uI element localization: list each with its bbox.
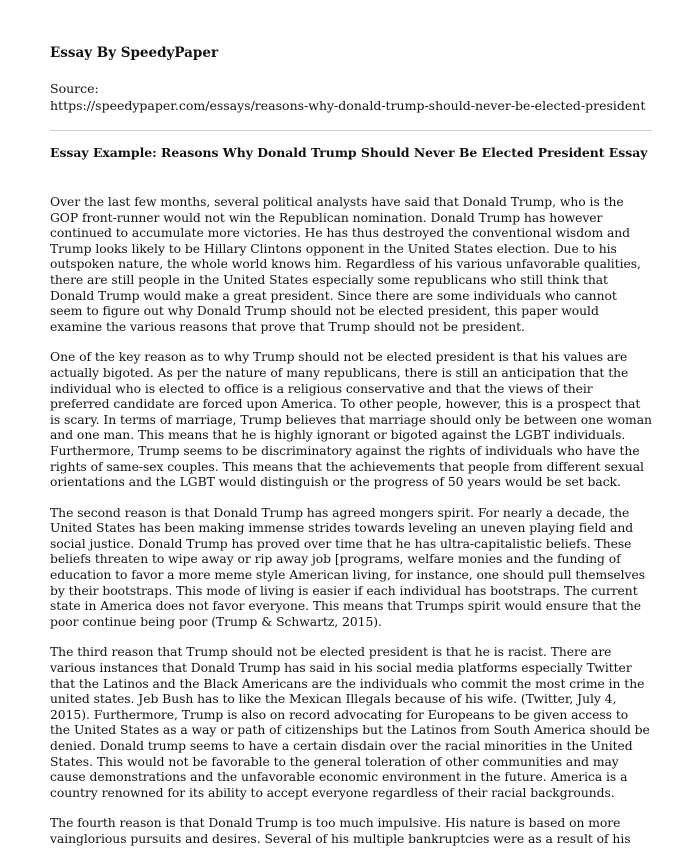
essay-body — [50, 195, 652, 848]
source-label: Source: — [50, 81, 99, 96]
paragraph-2: One of the key reason as to why Trump should not be elected president is that his values are actually bigoted. As per the nature of many republicans, there is still an anticipation that the individual who is elected to office is a religious conservative and that the views of their preferred candidate are forced upon America. To other people, however, this is a prospect that is scary. In terms of marriage, Trump believes that marriage should only be between one woman and one man. This means that he is highly ignorant or bigoted against the LGBT individuals. Furthermore, Trump seems to be discriminatory against the rights of individuals who have the rights of same-sex couples. This means that the achievements that people from different sexual orientations and the LGBT would distinguish or the progress of 50 years would be set back. — [50, 350, 652, 490]
paragraph-1: Over the last few months, several political analysts have said that Donald Trump, who is the GOP front-runner would not win the Republican nomination. Donald Trump has however continued to accumulate more victories. He has thus destroyed the conventional wisdom and Trump looks likely to be Hillary Clintons opponent in the United States election. Due to his outspoken nature, the whole world knows him. Regardless of his various unfavorable qualities, there are still people in the United States especially some republicans who still think that Donald Trump would make a great president. Since there are some individuals who cannot seem to figure out why Donald Trump should not be elected president, this paper would examine the various reasons that prove that Trump should not be president. — [50, 195, 641, 334]
divider — [50, 130, 652, 131]
paragraph-5: The fourth reason is that Donald Trump is too much impulsive. His nature is based on more vainglorious pursuits and desires. Several of his multiple bankruptcies were as a result of his — [50, 816, 631, 846]
paragraph-3: The second reason is that Donald Trump has agreed mongers spirit. For nearly a decade, the United States has been making immense strides towards leveling an uneven playing field and social justice. Donald Trump has proved over time that he has ultra-capitalistic beliefs. These beliefs threaten to wipe away or rip away job [programs, welfare monies and the funding of education to favor a more meme style American living, for instance, one should pull themselves by their bootstraps. This mode of living is easier if each individual has bootstraps. The current state in America does not favor everyone. This means that Trumps spirit would ensure that the poor continue being poor (Trump & Schwartz, 2015). — [50, 505, 646, 629]
source-url[interactable]: https://speedypaper.com/essays/reasons-why-donald-trump-should-never-be-elected-president — [50, 98, 646, 113]
brand-heading: Essay By SpeedyPaper — [50, 45, 219, 61]
essay-title: Essay Example: Reasons Why Donald Trump Should Never Be Elected President Essay — [50, 145, 648, 160]
paragraph-4: The third reason that Trump should not be elected president is that he is racist. There are various instances that Donald Trump has said in his social media platforms especially Twitter that the Latinos and the Black Americans are the individuals who commit the most crime in the united states. Jeb Bush has to like the Mexican Illegals because of his wife. (Twitter, July 4, 2015). Furthermore, Trump is also on record advocating for Europeans to be given access to the United States as a way or path of citizenships but the Latinos from South America should be denied. Donald trump seems to have a certain disdain over the racial minorities in the United States. This would not be favorable to the general toleration of other communities and may cause demonstrations and the unfavorable economic environment in the future. America is a country renowned for its ability to accept everyone regardless of their racial backgrounds. — [50, 645, 650, 800]
